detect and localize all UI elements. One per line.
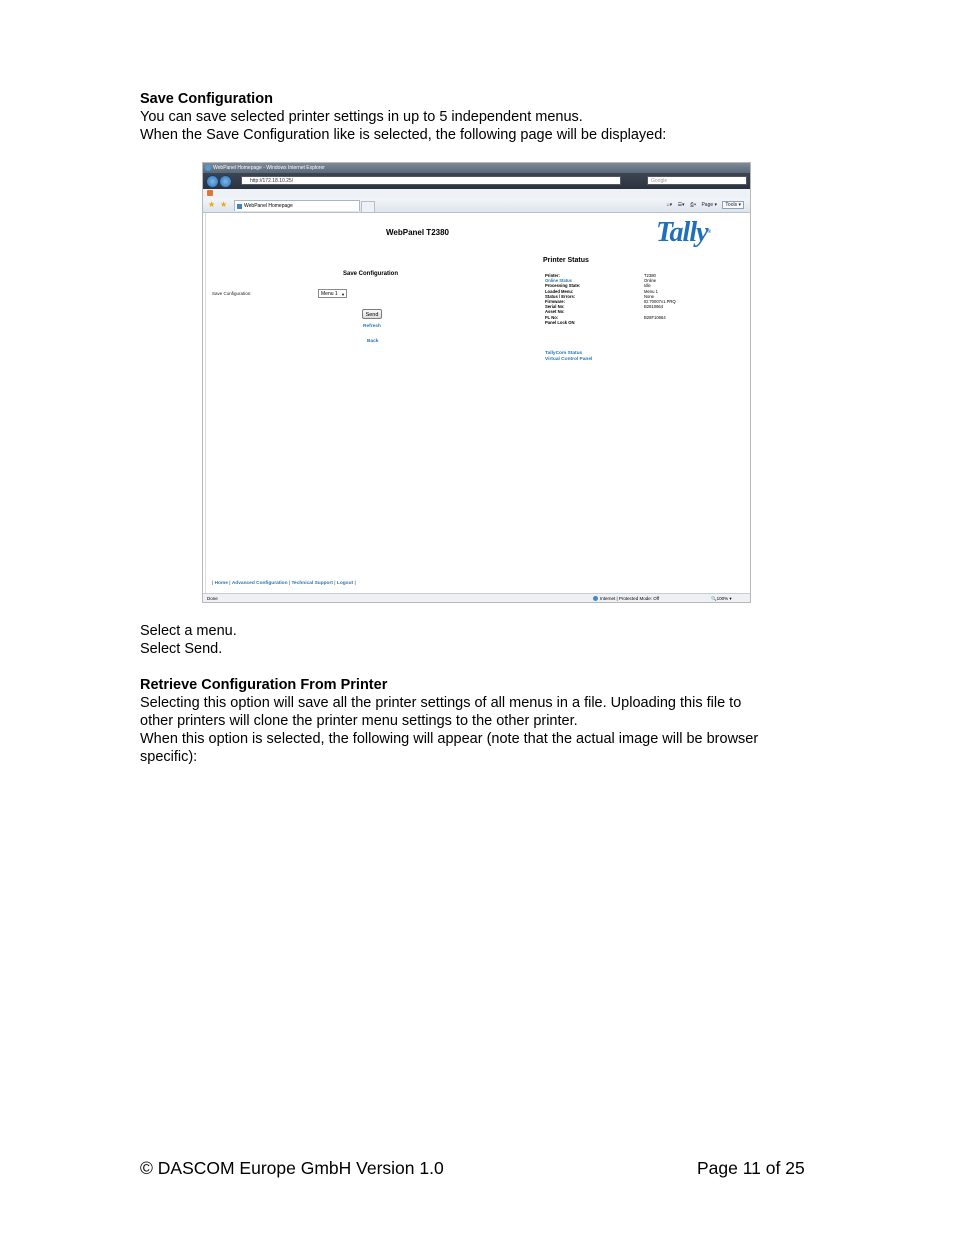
home-icon[interactable]: ⌂▾ bbox=[666, 202, 673, 208]
printer-status-table bbox=[545, 273, 715, 325]
status-row: Loaded Menu: Menu 1 bbox=[545, 288, 658, 294]
browser-tab[interactable] bbox=[234, 200, 360, 211]
printer-status-heading: Printer Status bbox=[543, 257, 589, 264]
status-row: Asset No: bbox=[545, 309, 565, 315]
advanced-config-link[interactable]: Advanced Configuration bbox=[231, 581, 288, 586]
tally-logo: Tally® bbox=[656, 217, 711, 248]
step-select-send: Select Send. bbox=[140, 641, 223, 657]
tab-label: WebPanel Homepage bbox=[244, 203, 293, 209]
step-select-menu: Select a menu. bbox=[140, 623, 237, 639]
command-bar bbox=[663, 201, 744, 210]
address-bar bbox=[203, 173, 750, 189]
browser-screenshot bbox=[202, 162, 751, 603]
virtual-control-panel-link[interactable]: Virtual Control Panel bbox=[545, 357, 593, 362]
page-title: WebPanel T2380 bbox=[386, 228, 449, 237]
section-heading-save-configuration: Save Configuration bbox=[140, 91, 273, 107]
print-icon[interactable]: ⎙▾ bbox=[689, 202, 697, 208]
chevron-down-icon: ▼ bbox=[341, 292, 345, 297]
paragraph-line: specific): bbox=[140, 749, 198, 765]
footer-nav: | Home | Advanced Configuration | Technical Support | Logout | bbox=[212, 581, 356, 586]
refresh-link[interactable]: Refresh bbox=[363, 324, 381, 329]
feeds-icon[interactable]: ☰▾ bbox=[677, 202, 685, 208]
tallycom-status-link[interactable]: TallyCom Status bbox=[545, 351, 583, 356]
tab-row bbox=[203, 198, 750, 213]
paragraph-line: You can save selected printer settings in up to 5 independent menus. bbox=[140, 109, 583, 125]
security-zone: Internet | Protected Mode: Off bbox=[593, 594, 659, 603]
home-link[interactable]: Home bbox=[214, 581, 228, 586]
new-tab-button[interactable] bbox=[361, 201, 375, 213]
tools-menu[interactable]: Tools ▾ bbox=[722, 201, 744, 209]
web-content bbox=[205, 213, 749, 593]
window-titlebar bbox=[203, 163, 750, 173]
status-row: Printer: T2380 bbox=[545, 273, 656, 278]
ie-icon bbox=[205, 165, 211, 171]
page-menu[interactable]: Page ▾ bbox=[701, 202, 718, 208]
favorites-star-icon[interactable]: ★ bbox=[208, 200, 216, 209]
back-arrow-icon[interactable] bbox=[206, 175, 219, 188]
footer-copyright: © DASCOM Europe GmbH Version 1.0 bbox=[140, 1158, 444, 1178]
window-title: WebPanel Homepage - Windows Internet Explorer bbox=[213, 165, 325, 171]
paragraph-line: When the Save Configuration like is selected, the following page will be displayed: bbox=[140, 127, 667, 143]
favorites-icon[interactable] bbox=[207, 190, 213, 196]
save-config-heading: Save Configuration bbox=[343, 271, 399, 277]
zoom-level[interactable]: 🔍100% ▾ bbox=[711, 596, 732, 601]
globe-icon bbox=[593, 596, 598, 601]
footer-page-number: Page 11 of 25 bbox=[697, 1158, 805, 1178]
save-config-label: Save Configuration: bbox=[212, 291, 252, 296]
status-row: Processing State: Idle bbox=[545, 283, 651, 289]
status-row: Firmware: ID:70007v1.PRQ bbox=[545, 298, 676, 304]
status-row: FL No: B28F10664 bbox=[545, 314, 666, 320]
add-favorites-icon[interactable]: ★ bbox=[220, 200, 228, 209]
status-text: Done bbox=[207, 596, 218, 601]
paragraph-line: other printers will clone the printer menu settings to the other printer. bbox=[140, 713, 578, 729]
menu-select-value: Menu 1 bbox=[321, 291, 338, 297]
page-icon bbox=[237, 204, 242, 209]
forward-arrow-icon[interactable] bbox=[219, 175, 232, 188]
status-row: Status / Errors: None bbox=[545, 293, 655, 299]
paragraph-line: When this option is selected, the following will appear (note that the actual image will be browser bbox=[140, 731, 759, 747]
send-button[interactable]: Send bbox=[362, 309, 382, 319]
paragraph-line: Selecting this option will save all the printer settings of all menus in a file. Uploading this file to bbox=[140, 695, 742, 711]
section-heading-retrieve-configuration: Retrieve Configuration From Printer bbox=[140, 677, 388, 693]
status-row[interactable]: Online Status Online bbox=[545, 278, 657, 284]
search-input[interactable]: Google bbox=[647, 176, 747, 185]
menu-select[interactable] bbox=[318, 289, 347, 298]
technical-support-link[interactable]: Technical Support bbox=[291, 581, 333, 586]
status-row: Serial No: B2810664 bbox=[545, 304, 664, 310]
status-bar bbox=[203, 593, 750, 603]
status-row: Panel Lock ON bbox=[545, 319, 575, 325]
logout-link[interactable]: Logout bbox=[336, 581, 354, 586]
back-link[interactable]: Back bbox=[367, 339, 379, 344]
url-input[interactable]: http://172.18.10.25/ bbox=[241, 176, 621, 185]
